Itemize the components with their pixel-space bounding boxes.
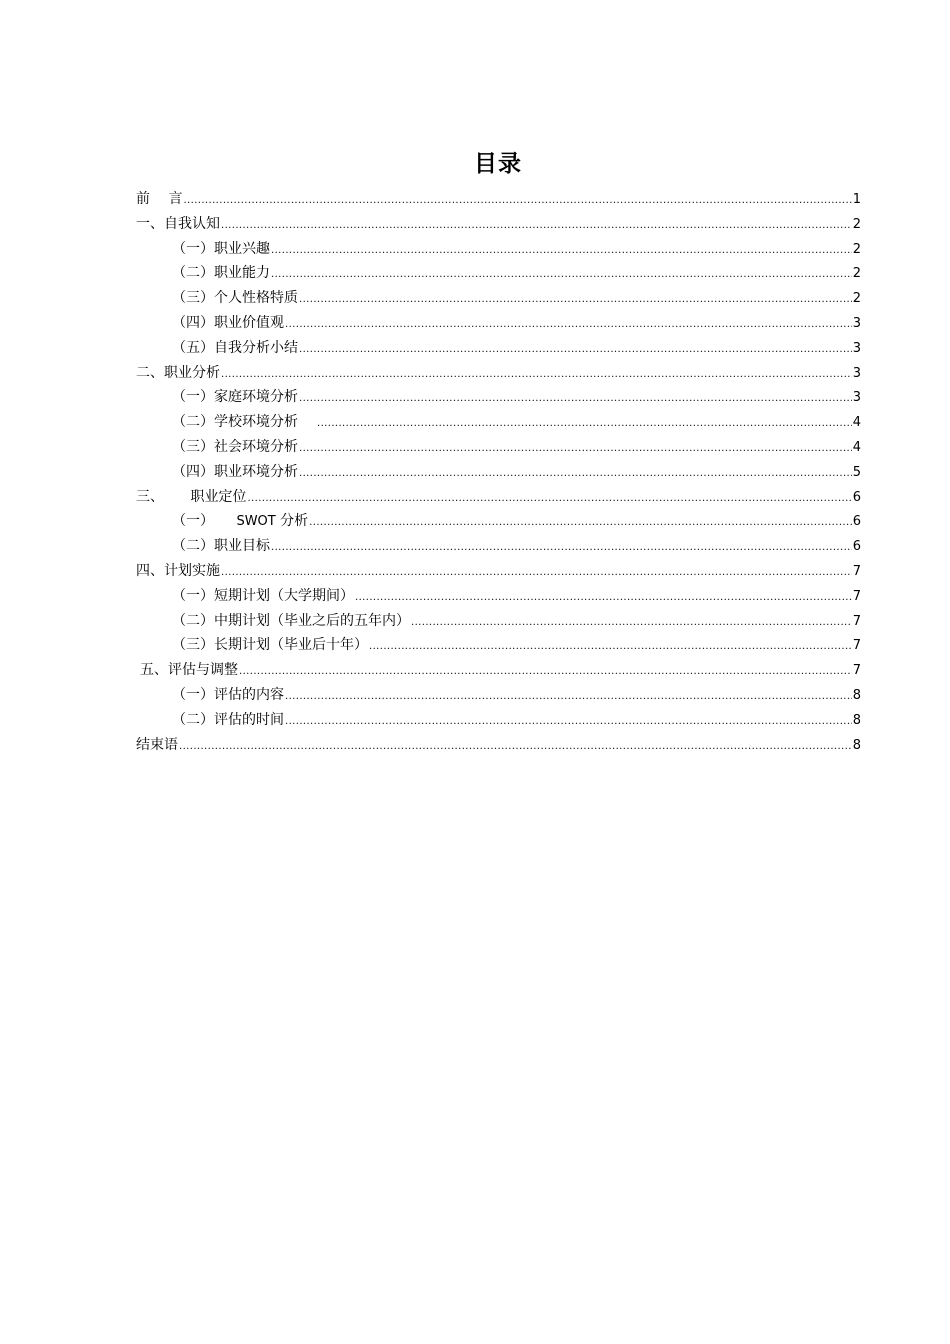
toc-entry[interactable] <box>136 460 861 485</box>
toc-entry-text: （一）评估的内容 <box>172 686 284 703</box>
toc-entry-text: 前 言 <box>136 191 183 207</box>
toc-entry-text: （二）评估的时间 <box>172 711 284 728</box>
toc-entry[interactable] <box>136 361 861 386</box>
toc-entry-text-latin: SWOT <box>236 514 276 530</box>
toc-page-number: 6 <box>852 489 861 505</box>
toc-entry-text: 三、 职业定位 <box>136 488 247 505</box>
toc-entry-text: 四、计划实施 <box>136 562 220 579</box>
toc-entry-text: （二）职业目标 <box>172 538 270 555</box>
toc-entry[interactable] <box>136 633 861 658</box>
toc-leader-dots <box>179 735 852 760</box>
toc-leader-dots <box>285 710 852 735</box>
toc-entry-text-suffix: 分析 <box>275 513 309 530</box>
toc-entry[interactable] <box>136 683 861 708</box>
toc-entry-text: （一）短期计划（大学期间） <box>172 587 354 604</box>
toc-entry[interactable] <box>136 410 861 435</box>
toc-entry-text: 二、职业分析 <box>136 364 220 381</box>
toc-page-number: 4 <box>852 415 861 431</box>
toc-leader-dots <box>221 561 852 586</box>
toc-entry[interactable] <box>136 385 861 410</box>
toc-entry-text: （五）自我分析小结 <box>172 339 298 356</box>
toc-page-number: 7 <box>852 588 861 604</box>
toc-page-number: 3 <box>852 340 861 356</box>
toc-leader-dots <box>239 660 852 685</box>
toc-page-number: 2 <box>852 291 861 307</box>
toc-entry-text: 结束语 <box>136 736 178 753</box>
toc-page-number: 5 <box>852 464 861 480</box>
toc-leader-dots <box>183 189 851 214</box>
toc-entry-text: （二）学校环境分析 <box>172 414 298 431</box>
toc-leader-dots <box>369 635 852 660</box>
toc-entry-text: （一）家庭环境分析 <box>172 389 298 406</box>
toc-page-number: 3 <box>852 365 861 381</box>
toc-entry[interactable] <box>136 261 861 286</box>
toc-page-number: 7 <box>852 613 861 629</box>
toc-leader-dots <box>411 611 852 636</box>
toc-entry-text: 一、自我认知 <box>136 215 220 232</box>
toc-entry[interactable] <box>136 485 861 510</box>
toc-entry-text: （四）职业价值观 <box>172 314 284 331</box>
toc-entry[interactable] <box>136 336 861 361</box>
toc-entry-text: （三）社会环境分析 <box>172 438 298 455</box>
toc-leader-dots <box>299 387 852 412</box>
toc-title: 目录 <box>474 151 522 177</box>
toc-entry[interactable] <box>136 187 861 212</box>
toc-leader-dots <box>285 685 852 710</box>
toc-entry[interactable] <box>136 559 861 584</box>
toc-leader-dots <box>299 288 852 313</box>
toc-entry-text <box>172 509 308 535</box>
toc-leader-dots <box>299 462 852 487</box>
toc-entry[interactable] <box>136 534 861 559</box>
toc-leader-dots <box>299 437 852 462</box>
toc-page-number: 6 <box>852 539 861 555</box>
toc-page-number: 1 <box>852 192 861 207</box>
toc-entry[interactable] <box>136 311 861 336</box>
toc-entry-text: （二）职业能力 <box>172 265 270 282</box>
table-of-contents <box>136 187 861 757</box>
toc-entry[interactable] <box>136 609 861 634</box>
toc-entry-text: （二）中期计划（毕业之后的五年内） <box>172 612 410 629</box>
toc-page-number: 6 <box>852 514 861 530</box>
toc-leader-dots <box>355 586 852 611</box>
toc-entry-text: （三）个人性格特质 <box>172 290 298 307</box>
toc-entry-text: 五、评估与调整 <box>140 662 238 679</box>
toc-page-number: 3 <box>852 315 861 331</box>
toc-entry[interactable] <box>136 658 861 683</box>
toc-leader-dots <box>221 363 852 388</box>
toc-leader-dots <box>285 313 852 338</box>
toc-page-number: 8 <box>852 712 861 728</box>
toc-page-number: 7 <box>852 638 861 654</box>
toc-leader-dots <box>299 338 852 363</box>
toc-entry[interactable] <box>136 435 861 460</box>
toc-entry[interactable] <box>136 708 861 733</box>
toc-entry[interactable] <box>136 509 861 534</box>
toc-leader-dots <box>271 536 852 561</box>
toc-leader-dots <box>221 214 852 239</box>
toc-page-number: 3 <box>852 390 861 406</box>
toc-entry[interactable] <box>136 733 861 758</box>
toc-entry[interactable] <box>136 286 861 311</box>
toc-leader-dots <box>309 511 852 536</box>
toc-page-number: 7 <box>852 663 861 679</box>
toc-leader-dots <box>271 239 852 264</box>
toc-page-number: 2 <box>852 216 861 232</box>
toc-page-number: 8 <box>852 687 861 703</box>
toc-entry-text: （一）职业兴趣 <box>172 240 270 257</box>
toc-page-number: 2 <box>852 266 861 282</box>
toc-page-number: 4 <box>852 439 861 455</box>
toc-entry[interactable] <box>136 212 861 237</box>
toc-leader-dots <box>317 412 852 437</box>
toc-page-number: 7 <box>852 563 861 579</box>
toc-leader-dots <box>271 263 852 288</box>
toc-entry-text-prefix: （一） <box>172 513 219 530</box>
toc-entry[interactable] <box>136 237 861 262</box>
toc-page-number: 2 <box>852 241 861 257</box>
toc-page-number: 8 <box>852 737 861 753</box>
toc-entry-text: （三）长期计划（毕业后十年） <box>172 637 368 654</box>
toc-entry[interactable] <box>136 584 861 609</box>
toc-leader-dots <box>247 487 851 512</box>
toc-entry-text: （四）职业环境分析 <box>172 463 298 480</box>
